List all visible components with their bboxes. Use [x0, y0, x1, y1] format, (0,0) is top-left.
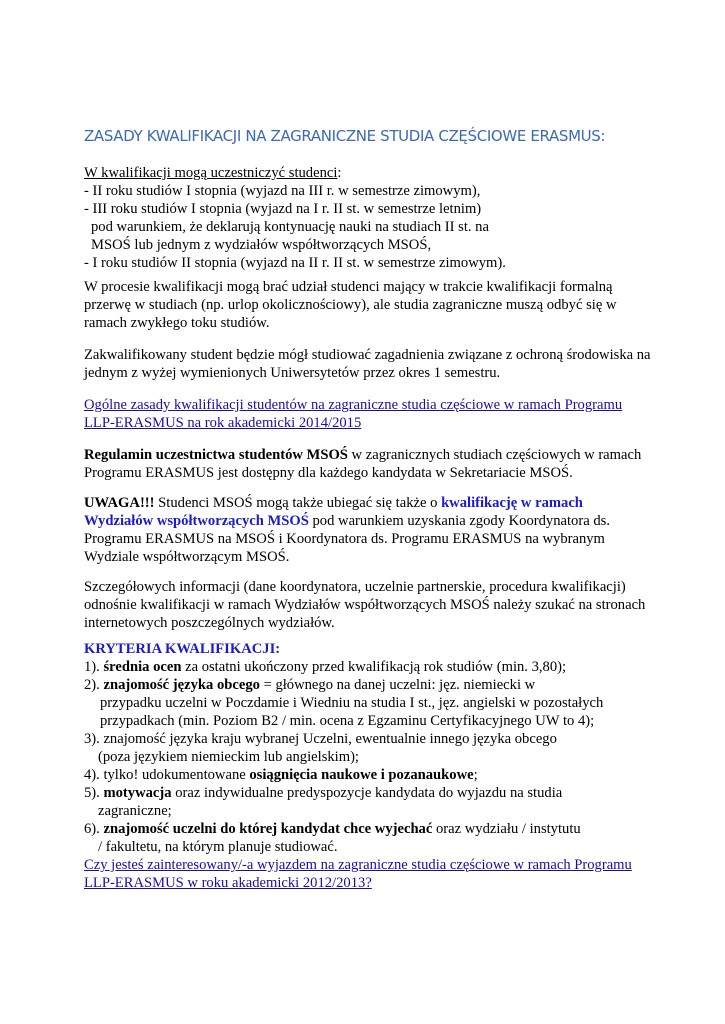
criteria-item: 6). znajomość uczelni do której kandydat chce wyjechać oraz wydziału / instytutu: [84, 821, 581, 837]
details-paragraph: Szczegółowych informacji (dane koordynatora, uczelnie partnerskie, procedura kwalifikacji) odnośnie kwalifikacji w ramach Wydziałów współtworzących MSOŚ należy szukać na stronach internetowych poszczególnych wydziałów.: [84, 579, 646, 631]
warning-label: UWAGA!!!: [84, 495, 155, 511]
participants-heading: W kwalifikacji mogą uczestniczyć studenci:: [84, 165, 342, 181]
general-rules-link[interactable]: Ogólne zasady kwalifikacji studentów na zagraniczne studia częściowe w ramach Programu LLP-ERASMUS na rok akademicki 2014/2015: [84, 397, 623, 431]
criteria-item-cont: zagraniczne;: [98, 803, 172, 819]
criteria-item-cont: przypadku uczelni w Poczdamie i Wiedniu na studia I st., jęz. angielski w pozostałych: [100, 695, 604, 711]
participants-line: - III roku studiów I stopnia (wyjazd na I r. II st. w semestrze letnim): [84, 201, 482, 217]
criteria-item-cont: (poza językiem niemieckim lub angielskim);: [98, 749, 359, 765]
participants-line: - II roku studiów I stopnia (wyjazd na III r. w semestrze zimowym),: [84, 183, 481, 199]
criteria-item-cont: / fakultetu, na którym planuje studiować.: [98, 839, 338, 855]
criteria-item-cont: przypadkach (min. Poziom B2 / min. ocena z Egzaminu Certyfikacyjnego UW to 4);: [100, 713, 595, 729]
participants-line: MSOŚ lub jednym z wydziałów współtworzących MSOŚ,: [91, 237, 432, 253]
participants-section: [84, 164, 644, 272]
regulations-paragraph: Regulamin uczestnictwa studentów MSOŚ w zagranicznych studiach częściowych w ramach Programu ERASMUS jest dostępny dla każdego kandydata w Sekretariacie MSOŚ.: [84, 447, 642, 481]
criteria-heading: KRYTERIA KWALIFIKACJI:: [84, 641, 281, 657]
criteria-item: 3). znajomość języka kraju wybranej Uczelni, ewentualnie innego języka obcego: [84, 731, 557, 747]
leave-paragraph: W procesie kwalifikacji mogą brać udział studenci mający w trakcie kwalifikacji formalną przerwę w studiach (np. urlop okolicznościowy), ale studia zagraniczne muszą odbyć się w ramach zwykłego toku studiów.: [84, 279, 617, 331]
criteria-item: 2). znajomość języka obcego = głównego na danej uczelni: jęz. niemiecki w: [84, 677, 536, 693]
interest-link[interactable]: Czy jesteś zainteresowany/-a wyjazdem na zagraniczne studia częściowe w ramach Programu LLP-ERASMUS w roku akademicki 2012/2013?: [84, 857, 632, 891]
participants-line: - I roku studiów II stopnia (wyjazd na II r. II st. w semestrze zimowym).: [84, 255, 506, 271]
criteria-item: 1). średnia ocen za ostatni ukończony przed kwalifikacją rok studiów (min. 3,80);: [84, 659, 567, 675]
criteria-section: [84, 640, 644, 856]
qualified-paragraph: Zakwalifikowany student będzie mógł studiować zagadnienia związane z ochroną środowiska na jednym z wyżej wymienionych Uniwersytetów przez okres 1 semestru.: [84, 347, 651, 381]
page-title: ZASADY KWALIFIKACJI NA ZAGRANICZNE STUDIA CZĘŚCIOWE ERASMUS:: [84, 127, 606, 145]
participants-line: pod warunkiem, że deklarują kontynuację nauki na studiach II st. na: [91, 219, 489, 235]
criteria-item: 5). motywacja oraz indywidualne predyspozycje kandydata do wyjazdu na studia: [84, 785, 563, 801]
regulations-title: Regulamin uczestnictwa studentów MSOŚ: [84, 447, 348, 463]
warning-paragraph: UWAGA!!! Studenci MSOŚ mogą także ubiegać się także o kwalifikację w ramach Wydziałów współtworzących MSOŚ pod warunkiem uzyskania zgody Koordynatora ds. Programu ERASMUS na MSOŚ i Koordynatora ds. Programu ERASMUS na wybranym Wydziale współtworzącym MSOŚ.: [84, 495, 610, 565]
criteria-item: 4). tylko! udokumentowane osiągnięcia naukowe i pozanaukowe;: [84, 767, 478, 783]
